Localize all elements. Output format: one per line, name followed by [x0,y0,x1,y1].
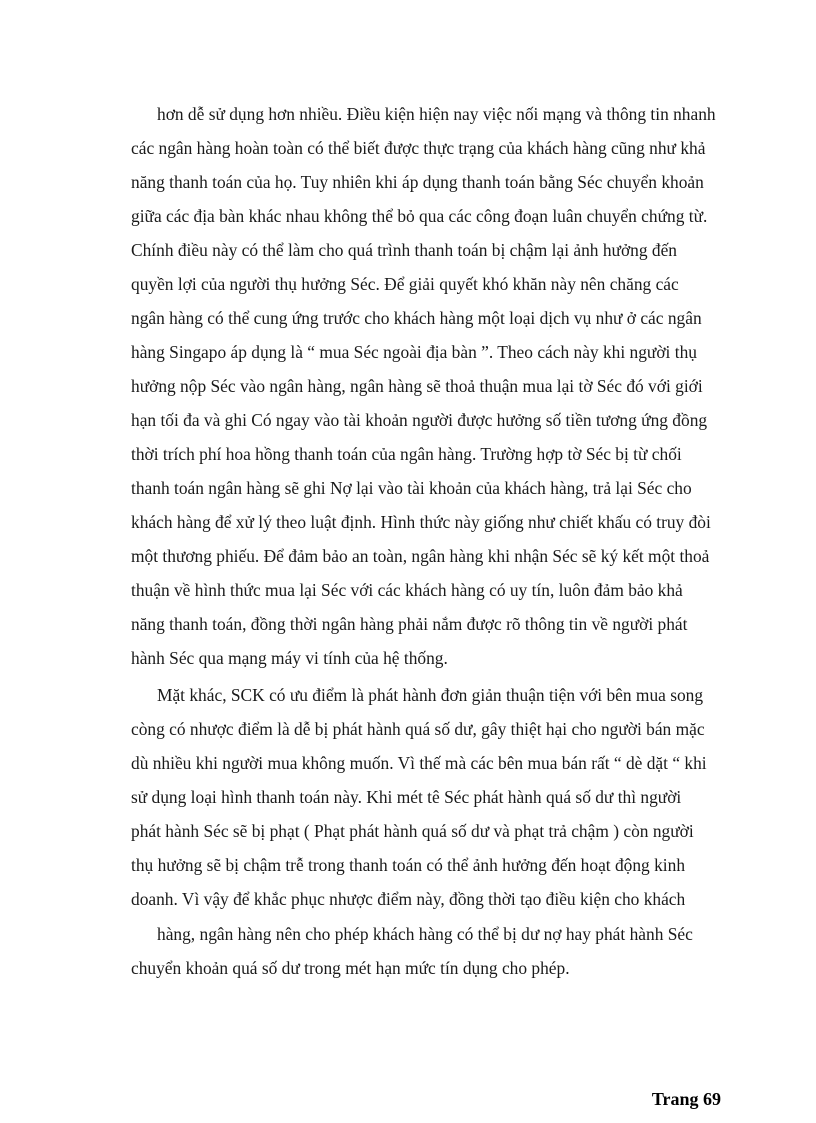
text-line: dù nhiều khi người mua không muốn. Vì thế mà các bên mua bán rất “ dè dặt “ khi [131,753,707,773]
text-line: hơn dễ sử dụng hơn nhiều. Điều kiện hiện nay việc nối mạng và thông tin nhanh [157,104,716,124]
text-line: hàng, ngân hàng nên cho phép khách hàng có thể bị dư nợ hay phát hành Séc [157,924,693,944]
text-line: năng thanh toán, đồng thời ngân hàng phải nắm được rõ thông tin về người phát [131,614,688,634]
text-line: một thương phiếu. Để đảm bảo an toàn, ngân hàng khi nhận Séc sẽ ký kết một thoả [131,546,710,566]
text-line: khách hàng để xử lý theo luật định. Hình thức này giống như chiết khấu có truy đòi [131,512,711,532]
text-line: các ngân hàng hoàn toàn có thể biết được thực trạng của khách hàng cũng như khả [131,138,706,158]
text-line: doanh. Vì vậy để khắc phục nhược điểm này, đồng thời tạo điều kiện cho khách [131,889,686,909]
text-line: ngân hàng có thể cung ứng trước cho khách hàng một loại dịch vụ như ở các ngân [131,308,702,328]
page-number: Trang 69 [651,1089,721,1109]
text-line: chuyển khoản quá số dư trong mét hạn mức tín dụng cho phép. [131,958,570,978]
text-line: thanh toán ngân hàng sẽ ghi Nợ lại vào tài khoản của khách hàng, trả lại Séc cho [131,478,692,498]
text-line: Chính điều này có thể làm cho quá trình thanh toán bị chậm lại ảnh hưởng đến [131,240,678,260]
text-line: sử dụng loại hình thanh toán này. Khi mét tê Séc phát hành quá số dư thì người [131,787,682,807]
text-line: Mặt khác, SCK có ưu điểm là phát hành đơn giản thuận tiện với bên mua song [157,685,704,705]
text-line: quyền lợi của người thụ hưởng Séc. Để giải quyết khó khăn này nên chăng các [131,274,679,294]
text-line: hạn tối đa và ghi Có ngay vào tài khoản người được hưởng số tiền tương ứng đồng [131,410,708,430]
text-line: hành Séc qua mạng máy vi tính của hệ thống. [131,648,448,668]
text-line: thời trích phí hoa hồng thanh toán của ngân hàng. Trường hợp tờ Séc bị từ chối [131,444,682,464]
text-line: năng thanh toán của họ. Tuy nhiên khi áp dụng thanh toán bằng Séc chuyển khoản [131,172,704,192]
text-line: phát hành Séc sẽ bị phạt ( Phạt phát hành quá số dư và phạt trả chậm ) còn người [131,821,694,841]
text-line: thụ hưởng sẽ bị chậm trễ trong thanh toán có thể ảnh hưởng đến hoạt động kinh [131,855,686,875]
text-line: còng có nhược điểm là dễ bị phát hành quá số dư, gây thiệt hại cho người bán mặc [131,719,705,739]
text-line: giữa các địa bàn khác nhau không thể bỏ qua các công đoạn luân chuyển chứng từ. [131,206,708,226]
text-line: hưởng nộp Séc vào ngân hàng, ngân hàng sẽ thoả thuận mua lại tờ Séc đó với giới [131,376,703,396]
text-line: hàng Singapo áp dụng là “ mua Séc ngoài địa bàn ”. Theo cách này khi người thụ [131,342,697,362]
text-line: thuận về hình thức mua lại Séc với các khách hàng có uy tín, luôn đảm bảo khả [131,580,683,600]
